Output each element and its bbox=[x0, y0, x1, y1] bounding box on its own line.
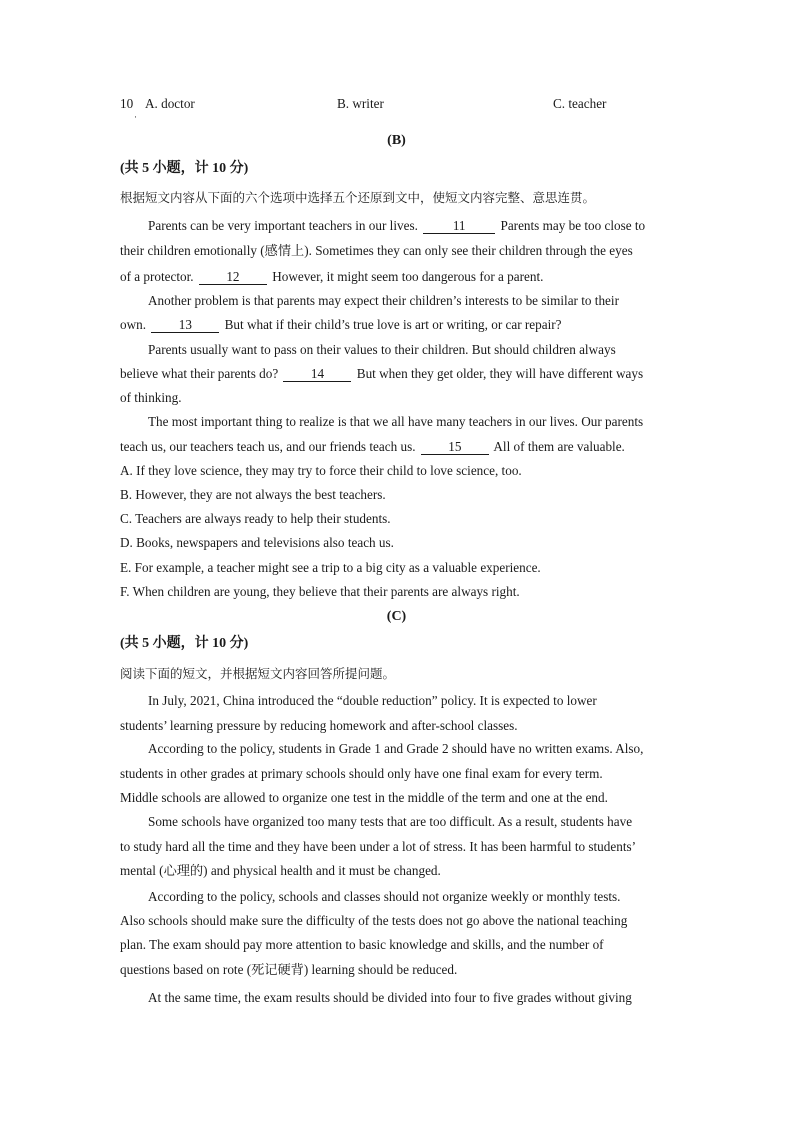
section-c-instruction: 阅读下面的短文，并根据短文内容回答所提问题。 bbox=[120, 666, 396, 681]
section-b-heading: (共 5 小题，计 10 分) bbox=[120, 161, 249, 176]
section-b-paragraph-1-line-2: their children emotionally (感情上). Sometimes they can only see their children through the eyes bbox=[120, 243, 633, 258]
section-c-line-6: Some schools have organized too many tests that are too difficult. As a result, students have bbox=[148, 814, 633, 829]
section-c-line-10: Also schools should make sure the difficulty of the tests does not go above the national teaching bbox=[120, 913, 628, 928]
option-f: F. When children are young, they believe that their parents are always right. bbox=[120, 584, 520, 599]
section-b-paragraph-3-line-3: of thinking. bbox=[120, 390, 182, 405]
section-c-label: (C) bbox=[386, 609, 407, 624]
section-c-line-5: Middle schools are allowed to organize one test in the middle of the term and one at the end. bbox=[120, 790, 608, 805]
blank-14: 14 bbox=[283, 367, 351, 382]
question-10-option-b: B. writer bbox=[337, 96, 384, 111]
question-10-option-a: A. doctor bbox=[145, 96, 195, 111]
blank-13: 13 bbox=[151, 318, 219, 333]
blank-12: 12 bbox=[199, 270, 267, 285]
section-c-line-9: According to the policy, schools and classes should not organize weekly or monthly tests. bbox=[148, 889, 621, 904]
section-b-paragraph-4-line-2: teach us, our teachers teach us, and our friends teach us. 15 All of them are valuable. bbox=[120, 439, 625, 454]
section-c-line-13: At the same time, the exam results should be divided into four to five grades without giving bbox=[148, 990, 632, 1005]
question-10-dot: · bbox=[134, 112, 137, 122]
section-c-line-4: students in other grades at primary schools should only have one final exam for every term. bbox=[120, 766, 603, 781]
blank-11: 11 bbox=[423, 219, 495, 234]
section-c-line-2: students’ learning pressure by reducing homework and after-school classes. bbox=[120, 718, 518, 733]
option-c: C. Teachers are always ready to help their students. bbox=[120, 511, 391, 526]
section-b-paragraph-3-line-2: believe what their parents do? 14 But when they get older, they will have different ways bbox=[120, 366, 644, 381]
section-b-label: (B) bbox=[387, 133, 406, 148]
section-b-paragraph-1-line-1: Parents can be very important teachers in our lives. 11 Parents may be too close to bbox=[148, 218, 646, 233]
section-b-paragraph-2-line-1: Another problem is that parents may expect their children’s interests to be similar to their bbox=[148, 293, 619, 308]
section-b-paragraph-4-line-1: The most important thing to realize is that we all have many teachers in our lives. Our parents bbox=[148, 414, 644, 429]
section-b-paragraph-3-line-1: Parents usually want to pass on their values to their children. But should children always bbox=[148, 342, 616, 357]
section-c-line-1: In July, 2021, China introduced the “double reduction” policy. It is expected to lower bbox=[148, 693, 597, 708]
blank-15: 15 bbox=[421, 440, 489, 455]
section-c-line-12: questions based on rote (死记硬背) learning should be reduced. bbox=[120, 962, 458, 977]
option-e: E. For example, a teacher might see a trip to a big city as a valuable experience. bbox=[120, 560, 541, 575]
section-b-paragraph-1-line-3: of a protector. 12 However, it might seem too dangerous for a parent. bbox=[120, 269, 544, 284]
option-b: B. However, they are not always the best teachers. bbox=[120, 487, 386, 502]
section-c-heading: (共 5 小题，计 10 分) bbox=[120, 636, 249, 651]
question-10-number: 10 bbox=[120, 96, 134, 111]
option-d: D. Books, newspapers and televisions also teach us. bbox=[120, 535, 394, 550]
section-c-line-11: plan. The exam should pay more attention to basic knowledge and skills, and the number of bbox=[120, 937, 604, 952]
section-c-line-8: mental (心理的) and physical health and it must be changed. bbox=[120, 863, 441, 878]
section-b-instruction: 根据短文内容从下面的六个选项中选择五个还原到文中，使短文内容完整、意思连贯。 bbox=[120, 190, 596, 205]
option-a: A. If they love science, they may try to force their child to love science, too. bbox=[120, 463, 522, 478]
question-10-option-c: C. teacher bbox=[553, 96, 607, 111]
section-b-paragraph-2-line-2: own. 13 But what if their child’s true love is art or writing, or car repair? bbox=[120, 317, 562, 332]
section-c-line-3: According to the policy, students in Grade 1 and Grade 2 should have no written exams. Also, bbox=[148, 741, 644, 756]
section-c-line-7: to study hard all the time and they have been under a lot of stress. It has been harmful to students’ bbox=[120, 839, 637, 854]
